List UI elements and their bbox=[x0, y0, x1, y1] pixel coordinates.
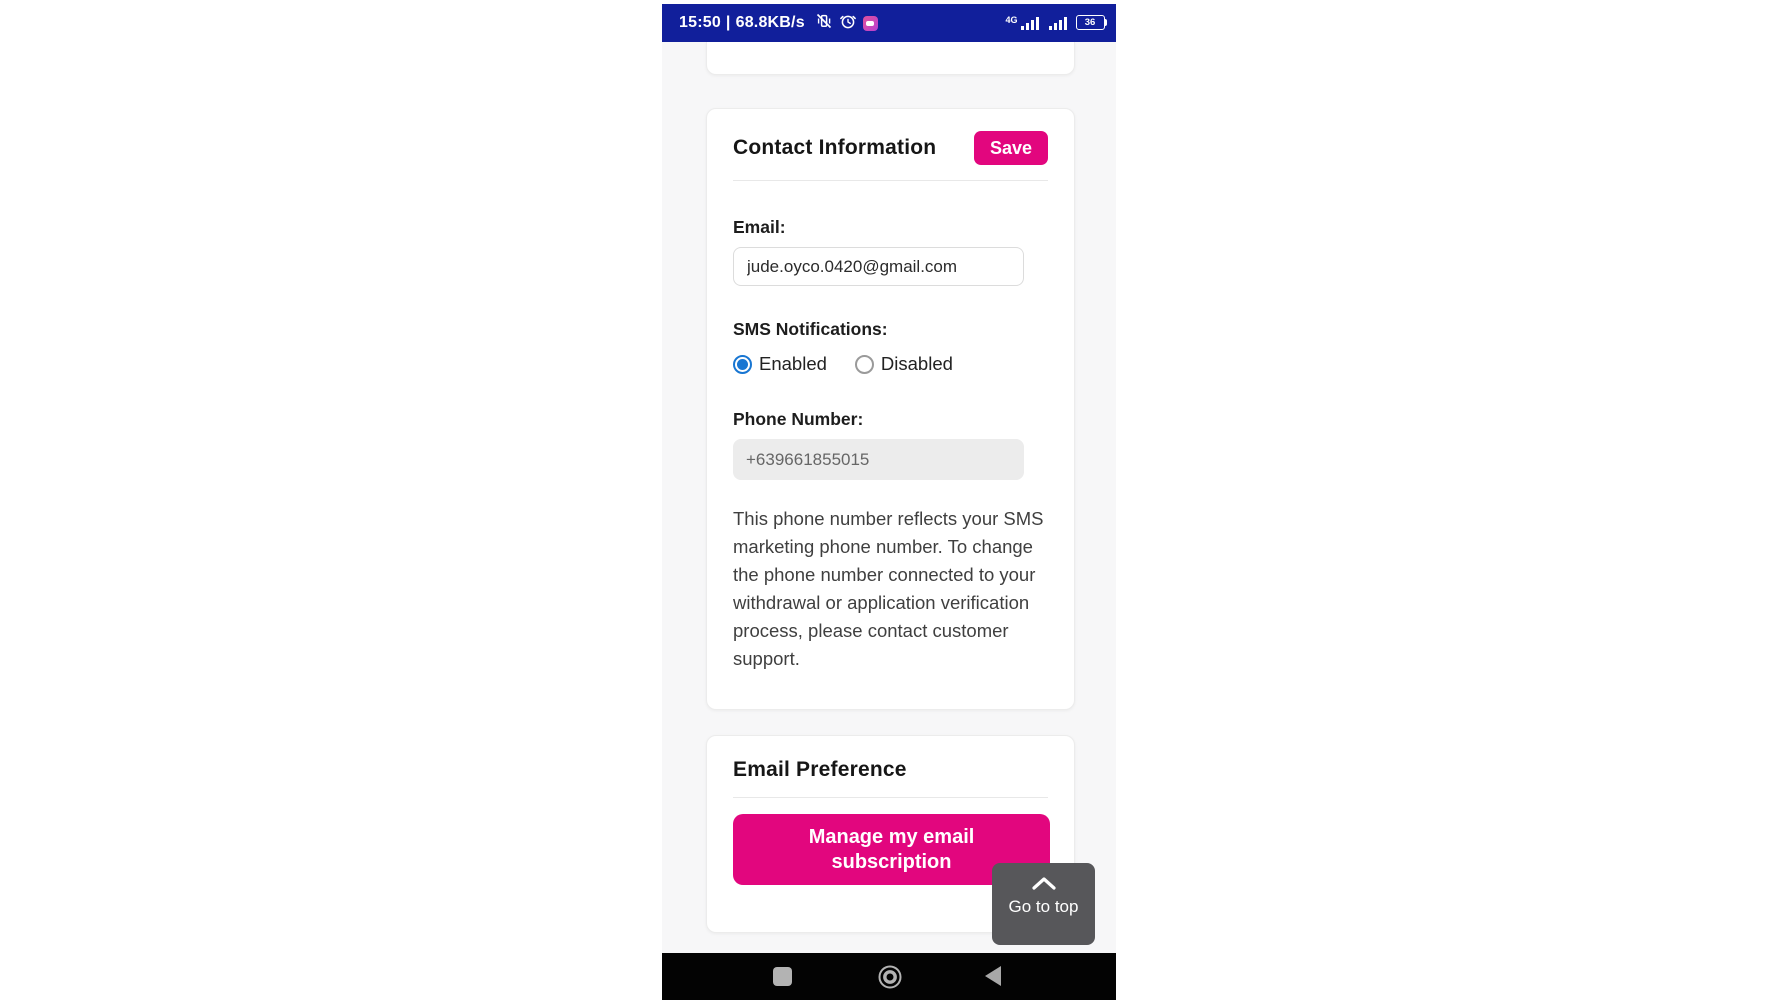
phone-help-text: This phone number reflects your SMS marketing phone number. To change the phone number connected to your withdrawal or application verification process, please contact customer support. bbox=[733, 508, 1044, 669]
radio-enabled-control[interactable] bbox=[733, 355, 752, 374]
divider bbox=[733, 180, 1048, 181]
radio-disabled-label: Disabled bbox=[880, 353, 953, 374]
network-type-label: 4G bbox=[1005, 15, 1018, 25]
manage-email-subscription-label: Manage my email subscription bbox=[808, 825, 975, 873]
email-preference-title: Email Preference bbox=[733, 758, 907, 781]
sms-notifications-label: SMS Notifications: bbox=[733, 319, 888, 339]
chevron-up-icon bbox=[1031, 876, 1057, 890]
page-background bbox=[662, 42, 1116, 953]
phone-screen bbox=[662, 0, 1116, 1000]
divider bbox=[733, 797, 1048, 798]
android-navigation-bar bbox=[662, 953, 1116, 1000]
network-speed: 68.8KB/s bbox=[735, 14, 805, 31]
contact-information-title: Contact Information bbox=[733, 136, 937, 159]
radio-disabled[interactable] bbox=[855, 353, 953, 375]
email-input[interactable] bbox=[733, 247, 1024, 286]
previous-card-bottom bbox=[706, 42, 1075, 75]
clock: 15:50 bbox=[679, 14, 721, 31]
sms-radio-group bbox=[733, 353, 1048, 375]
status-separator: | bbox=[725, 14, 731, 31]
recents-icon[interactable] bbox=[773, 967, 792, 986]
save-button[interactable]: Save bbox=[974, 131, 1048, 165]
status-bar bbox=[662, 4, 1116, 42]
phone-number-input bbox=[733, 439, 1024, 480]
radio-enabled[interactable] bbox=[733, 353, 827, 375]
alarm-icon bbox=[839, 12, 857, 35]
radio-enabled-label: Enabled bbox=[759, 353, 827, 374]
go-to-top-button[interactable] bbox=[992, 863, 1095, 945]
go-to-top-label: Go to top bbox=[1008, 897, 1079, 916]
battery-percent: 36 bbox=[1084, 17, 1096, 28]
app-chip-icon bbox=[863, 16, 878, 31]
signal-bars-sim1 bbox=[1005, 16, 1039, 31]
phone-number-label: Phone Number: bbox=[733, 409, 864, 429]
back-icon[interactable] bbox=[985, 966, 1001, 986]
vibrate-off-icon bbox=[815, 12, 833, 35]
contact-information-card bbox=[706, 108, 1075, 710]
status-left-text bbox=[679, 14, 805, 32]
signal-bars-sim2 bbox=[1048, 16, 1068, 31]
home-icon[interactable] bbox=[877, 964, 903, 995]
battery-icon bbox=[1076, 15, 1108, 30]
email-label: Email: bbox=[733, 217, 786, 237]
radio-disabled-control[interactable] bbox=[855, 355, 874, 374]
